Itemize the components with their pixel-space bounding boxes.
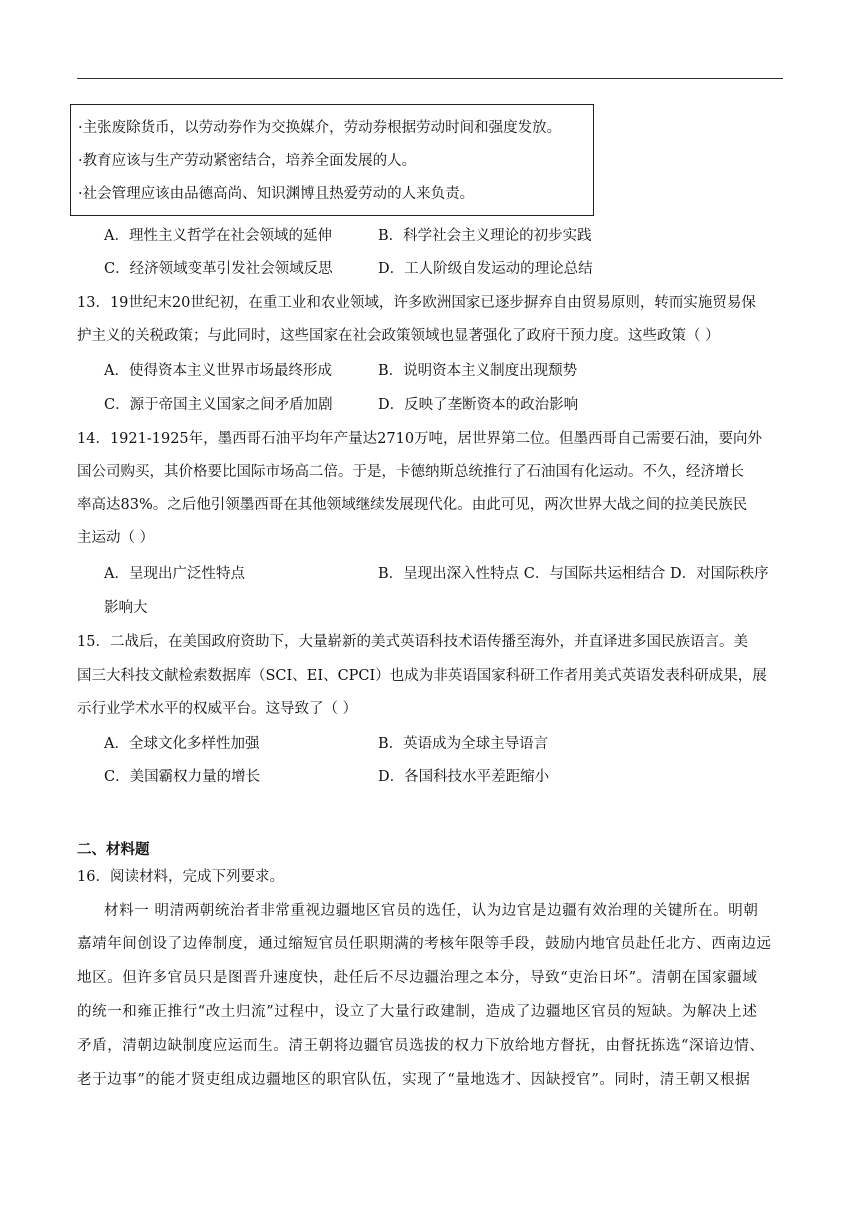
q12-option-b[interactable]: B．科学社会主义理论的初步实践 [378,228,592,244]
q16-material-line-6: 老于边事”的能才贤吏组成边疆地区的职官队伍，实现了“量地选才、因缺授官”。同时，清王朝又根据 [77,1072,751,1088]
q14-option-a[interactable]: A．呈现出广泛性特点 [104,566,245,582]
box-line-1: ·主张废除货币，以劳动券作为交换媒介，劳动券根据劳动时间和强度发放。 [78,120,562,136]
q15-stem-line-1: 15．二战后，在美国政府资助下，大量崭新的美式英语科技术语传播至海外，并直译进多国民族语言。美 [77,634,748,650]
q15-option-b[interactable]: B．英语成为全球主导语言 [378,736,549,752]
q12-option-c[interactable]: C．经济领域变革引发社会领域反思 [104,261,333,277]
q12-option-d[interactable]: D．工人阶级自发运动的理论总结 [378,261,593,277]
q13-option-c[interactable]: C．源于帝国主义国家之间矛盾加剧 [104,397,333,413]
q13-option-b[interactable]: B．说明资本主义制度出现颓势 [378,363,578,379]
q14-stem-line-4: 主运动（ ） [77,530,155,546]
box-line-3: ·社会管理应该由品德高尚、知识渊博且热爱劳动的人来负责。 [78,186,475,202]
q16-material-line-5: 矛盾，清朝边缺制度应运而生。清王朝将边疆官员选拔的权力下放给地方督抚，由督抚拣选“深谙边情、 [77,1038,765,1054]
q15-stem-line-2: 国三大科技文献检索数据库（SCI、EI、CPCI）也成为非英语国家科研工作者用美式英语发表科研成果，展 [77,668,767,684]
q13-option-a[interactable]: A．使得资本主义世界市场最终形成 [104,363,332,379]
q14-stem-line-3: 率高达83%。之后他引领墨西哥在其他领域继续发展现代化。由此可见，两次世界大战之间的拉美民族民 [77,497,748,513]
q16-material-line-4: 的统一和雍正推行“改土归流”过程中，设立了大量行政建制，造成了边疆地区官员的短缺。为解决上述 [77,1004,758,1020]
q14-stem-line-2: 国公司购买，其价格要比国际市场高二倍。于是，卡德纳斯总统推行了石油国有化运动。不久，经济增长 [77,464,744,480]
q13-stem-line-2: 护主义的关税政策；与此同时，这些国家在社会政策领域也显著强化了政府干预力度。这些政策（ ） [77,328,720,344]
q16-material-line-2: 嘉靖年间创设了边俸制度，通过缩短官员任职期满的考核年限等手段，鼓励内地官员赴任北方、西南边远 [77,936,772,952]
q14-stem-line-1: 14．1921-1925年，墨西哥石油平均年产量达2710万吨，居世界第二位。但墨西哥自己需要石油，要向外 [77,431,763,447]
q12-option-a[interactable]: A．理性主义哲学在社会领域的延伸 [104,228,332,244]
q16-material-line-1: 材料一 明清两朝统治者非常重视边疆地区官员的选任，认为边官是边疆有效治理的关键所在。明朝 [104,903,759,919]
q13-option-d[interactable]: D．反映了垄断资本的政治影响 [378,397,579,413]
q15-option-a[interactable]: A．全球文化多样性加强 [104,736,260,752]
q14-options-bcd[interactable]: B．呈现出深入性特点 C．与国际共运相结合 D．对国际秩序 [378,566,769,582]
q16-material-line-3: 地区。但许多官员只是图晋升速度快，赴任后不尽边疆治理之本分，导致“吏治日坏”。清朝在国家疆域 [77,970,758,986]
q15-option-d[interactable]: D．各国科技水平差距缩小 [378,769,550,785]
header-rule [77,78,783,79]
box-line-2: ·教育应该与生产劳动紧密结合，培养全面发展的人。 [78,153,417,169]
q13-stem-line-1: 13．19世纪末20世纪初，在重工业和农业领域，许多欧洲国家已逐步摒弃自由贸易原则，转而实施贸易保 [77,295,756,311]
q15-option-c[interactable]: C．美国霸权力量的增长 [104,769,261,785]
section-title: 二、材料题 [77,842,150,858]
q16-stem: 16．阅读材料，完成下列要求。 [77,869,284,885]
q15-stem-line-3: 示行业学术水平的权威平台。这导致了（ ） [77,701,358,717]
q14-option-d-continued: 影响大 [104,600,148,616]
